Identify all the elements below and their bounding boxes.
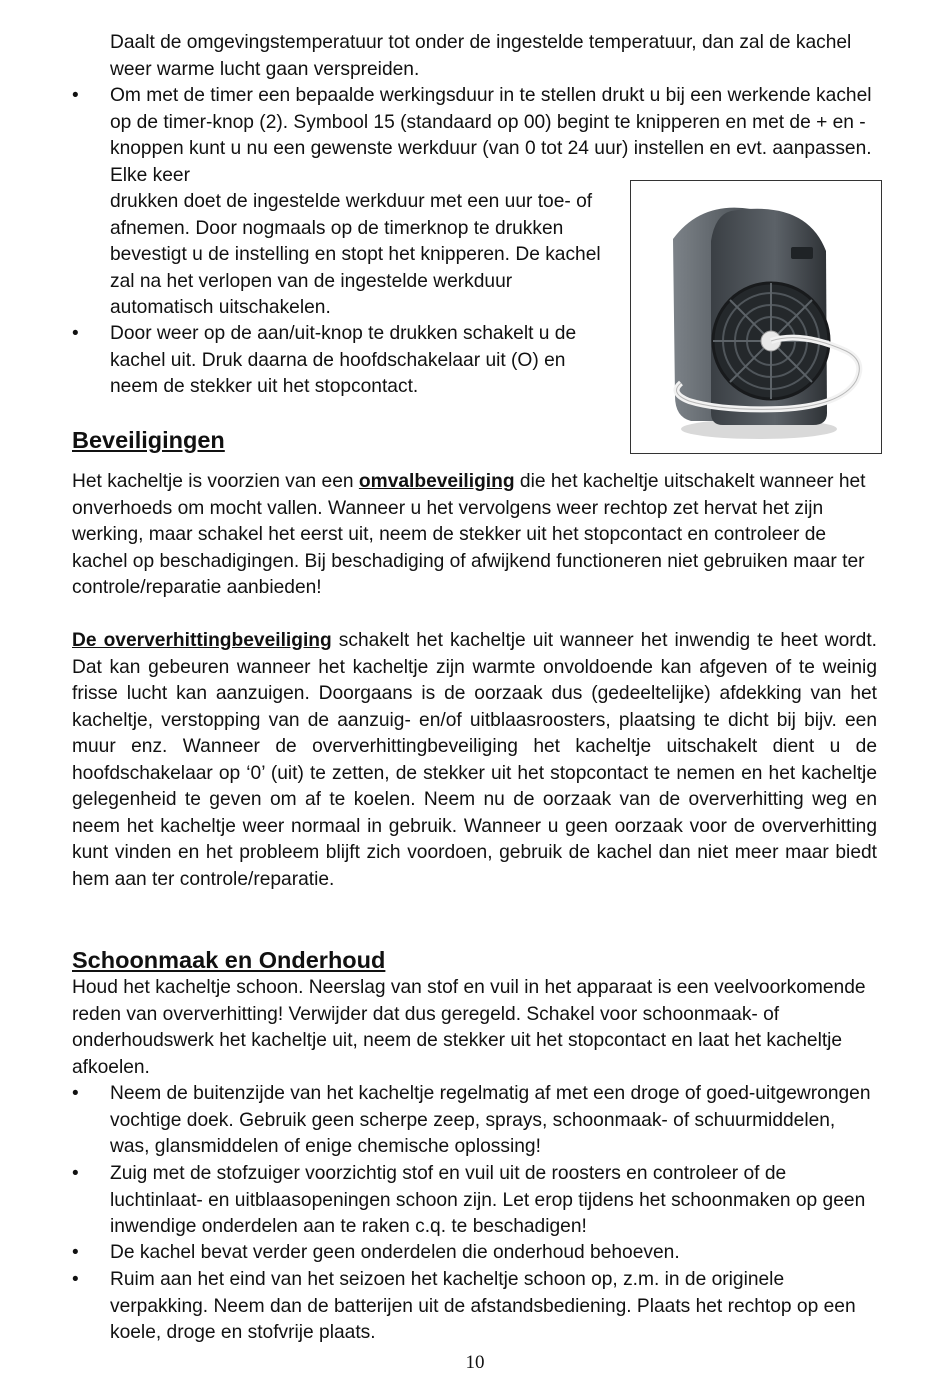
overheat-protection-paragraph	[72, 628, 877, 893]
bullet-marker: •	[72, 1083, 79, 1104]
overheat-protection-term: De oververhittingbeveiliging	[72, 630, 332, 651]
cleaning-bullet-1: Neem de buitenzijde van het kacheltje regelmatig af met een droge of goed-uitgewrongen vochtige doek. Gebruik geen scherpe zeep, sprays, schoonmaak- of schuurmiddelen, was, glansmiddelen of enige chemische oplossing!	[110, 1083, 871, 1157]
fan-heater-illustration	[631, 181, 881, 453]
cleaning-intro-paragraph: Houd het kacheltje schoon. Neerslag van stof en vuil in het apparaat is een veelvoorkomende reden van oververhitting! Verwijder dat dus geregeld. Schakel voor schoonmaak- of onderhoudswerk het kacheltje uit, neem de stekker uit het stopcontact en laat het kacheltje afkoelen.	[72, 977, 866, 1078]
section-heading-beveiligingen: Beveiligingen	[72, 427, 225, 453]
bullet-marker: •	[72, 1242, 79, 1263]
bullet-marker: •	[72, 1163, 79, 1184]
paragraph-text: schakelt het kacheltje uit wanneer het inwendig te heet wordt. Dat kan gebeuren wanneer het kacheltje zijn warmte onvoldoende kan afgeven of te weinig frisse lucht kan aanzuigen. Doorgaans is de oorzaak dus (gedeeltelijke) afdekking van het kacheltje, verstopping van de aanzuig- en/of uitblaasroosters, plaatsing te dicht bij bijv. een muur enz. Wanneer de oververhittingbeveiliging het kacheltje uitschakelt dient u de hoofdschakelaar op ‘0’ (uit) te zetten, de stekker uit het stopcontact te nemen en het kacheltje gelegenheid te geven om af te koelen. Neem nu de oorzaak van de oververhitting weg en neem het kacheltje weer normaal in gebruik. Wanneer u geen oorzaak voor de oververhitting kunt vinden en het probleem blijft zich voordoen, gebruik de kachel dan niet meer maar biedt hem aan ter controle/reparatie.	[72, 630, 877, 890]
bullet-marker: •	[72, 323, 79, 344]
power-off-instructions: Door weer op de aan/uit-knop te drukken schakelt u de kachel uit. Druk daarna de hoofdschakelaar uit (O) en neem de stekker uit het stopcontact.	[110, 323, 577, 397]
page-number: 10	[465, 1352, 485, 1373]
section-heading-schoonmaak: Schoonmaak en Onderhoud	[72, 947, 386, 973]
fan-heater-figure	[630, 180, 882, 454]
paragraph-text: Het kacheltje is voorzien van een	[72, 471, 359, 492]
cleaning-bullet-2: Zuig met de stofzuiger voorzichtig stof en vuil uit de roosters en controleer of de luchtinlaat- en uitblaasopeningen schoon zijn. Let erop tijdens het schoonmaken op geen inwendige onderdelen aan te raken c.q. te beschadigen!	[110, 1163, 866, 1237]
bullet-marker: •	[72, 1269, 79, 1290]
tip-over-protection-term: omvalbeveiliging	[358, 471, 515, 492]
intro-paragraph: Daalt de omgevingstemperatuur tot onder de ingestelde temperatuur, dan zal de kachel weer warme lucht gaan verspreiden.	[110, 32, 852, 80]
timer-instructions-wide: Om met de timer een bepaalde werkingsduur in te stellen drukt u bij een werkende kachel op de timer-knop (2). Symbool 15 (standaard op 00) begint te knipperen en met de + en - knoppen kunt u nu een gewenste werkduur (van 0 tot 24 uur) instellen en evt. aanpassen. Elke keer	[110, 85, 872, 186]
cleaning-bullet-4: Ruim aan het eind van het seizoen het kacheltje schoon op, z.m. in de originele verpakking. Neem dan de batterijen uit de afstandsbediening. Plaats het rechtop op een koele, droge en stofvrije plaats.	[110, 1269, 856, 1343]
paragraph-text: die het kacheltje uitschakelt wanneer het onverhoeds om mocht vallen. Wanneer u het vervolgens weer rechtop zet hervat het zijn werking, maar schakel het eerst uit, neem de stekker uit het stopcontact en controleer de kachel op beschadigingen. Bij beschadiging of afwijkend functioneren niet gebruiken maar ter controle/reparatie aanbieden!	[72, 471, 866, 598]
bullet-marker: •	[72, 85, 79, 106]
tip-over-protection-paragraph	[72, 469, 882, 602]
cleaning-bullet-3: De kachel bevat verder geen onderdelen die onderhoud behoeven.	[110, 1242, 680, 1263]
timer-instructions-narrow: drukken doet de ingestelde werkduur met een uur toe- of afnemen. Door nogmaals op de timerknop te drukken bevestigt u de instelling en stopt het knipperen. De kachel zal na het verlopen van de ingestelde werkduur automatisch uitschakelen.	[110, 191, 601, 318]
